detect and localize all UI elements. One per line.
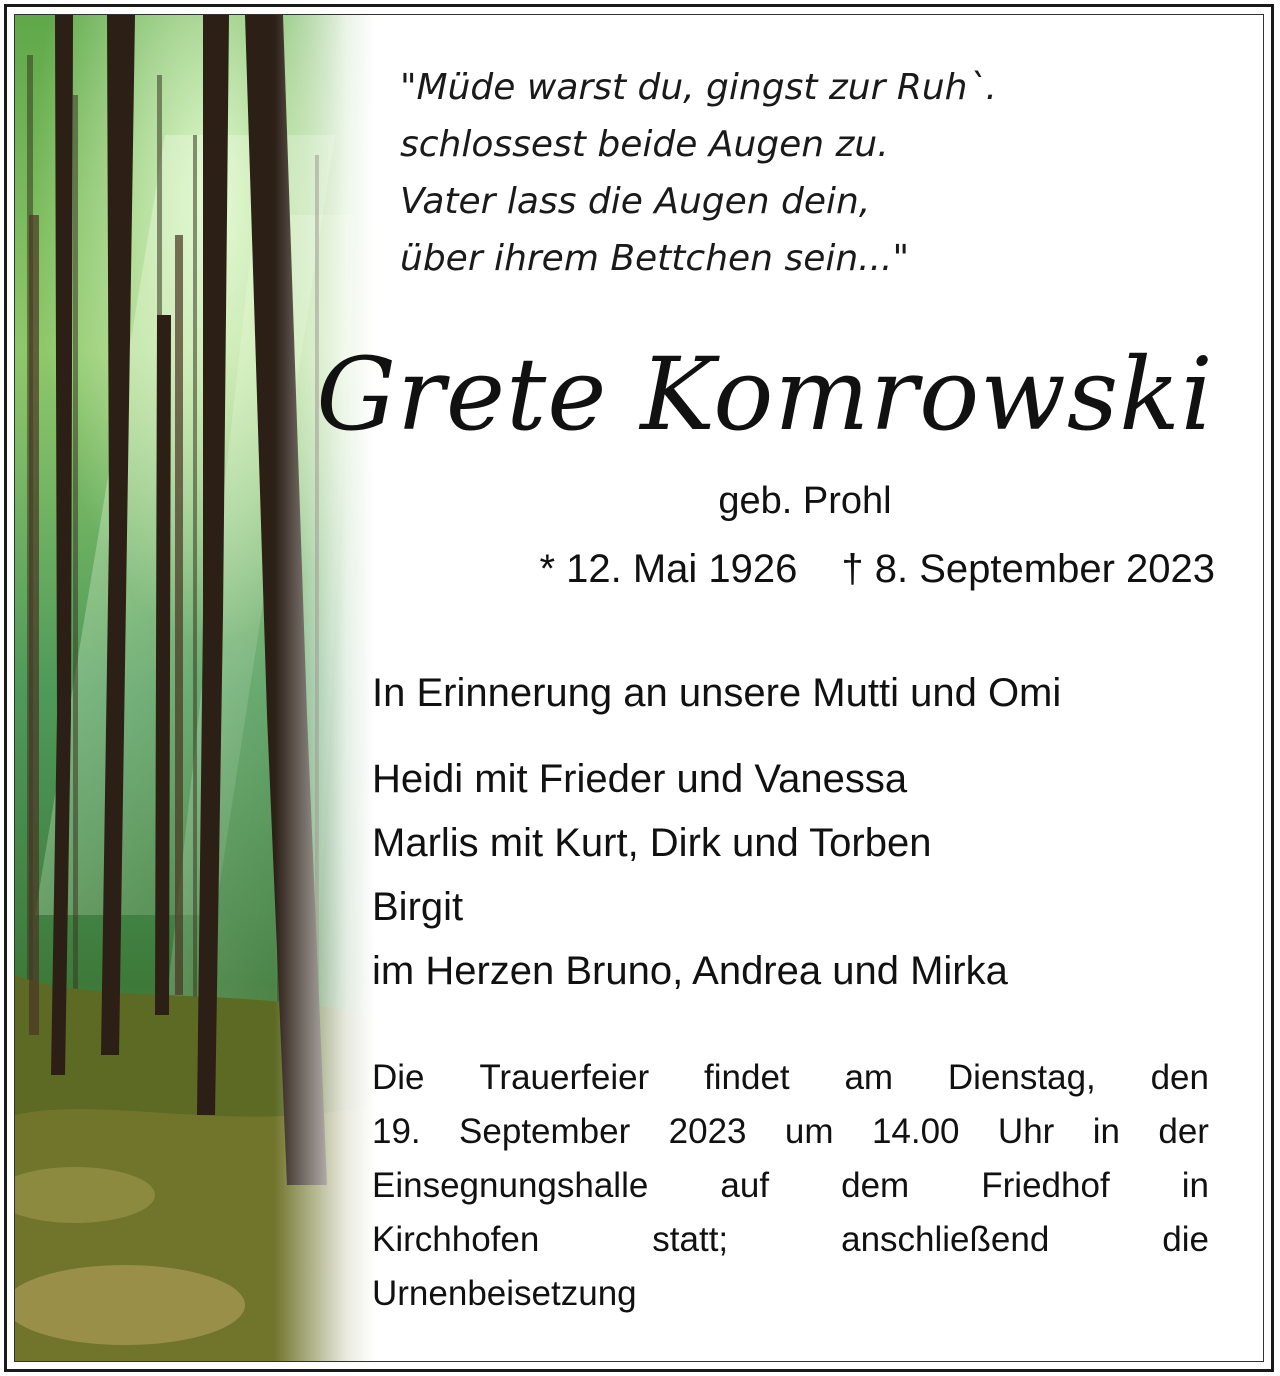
- family-member-line: Marlis mit Kurt, Dirk und Torben: [372, 821, 932, 865]
- service-word: Trauerfeier: [479, 1058, 650, 1097]
- deceased-name: Grete Komrowski: [316, 336, 1214, 453]
- service-word: in: [1181, 1166, 1209, 1205]
- family-member-line: Heidi mit Frieder und Vanessa: [372, 757, 908, 801]
- service-word: anschließend: [841, 1220, 1050, 1259]
- service-word: 14.00: [871, 1112, 960, 1151]
- poem-line: über ihrem Bettchen sein...": [400, 238, 910, 279]
- service-word: September: [459, 1112, 631, 1151]
- poem-line: Vater lass die Augen dein,: [400, 181, 871, 222]
- service-word: am: [844, 1058, 894, 1097]
- service-word: dem: [841, 1166, 910, 1205]
- family-member-line: Birgit: [372, 885, 464, 929]
- poem-line: schlossest beide Augen zu.: [400, 124, 889, 165]
- service-word: auf: [720, 1166, 770, 1205]
- service-word: um: [784, 1112, 834, 1151]
- service-word: Die: [372, 1058, 425, 1097]
- service-announcement: [372, 1051, 1209, 1321]
- service-word: Friedhof: [981, 1166, 1110, 1205]
- life-dates: [395, 543, 1215, 595]
- service-word: Kirchhofen: [372, 1220, 540, 1259]
- birth-date: * 12. Mai 1926: [539, 547, 798, 591]
- service-word: 2023: [668, 1112, 747, 1151]
- maiden-name: geb. Prohl: [718, 480, 892, 522]
- poem-quote: [400, 59, 1200, 287]
- memory-line: In Erinnerung an unsere Mutti und Omi: [372, 671, 1062, 715]
- poem-line: "Müde warst du, gingst zur Ruh`.: [400, 67, 997, 108]
- service-line: [372, 1051, 1209, 1105]
- service-word: findet: [704, 1058, 790, 1097]
- service-word: Dienstag,: [947, 1058, 1096, 1097]
- service-line: Urnenbeisetzung: [372, 1274, 637, 1313]
- service-word: Uhr: [997, 1112, 1055, 1151]
- service-word: statt;: [652, 1220, 729, 1259]
- death-date: † 8. September 2023: [841, 547, 1215, 591]
- service-word: in: [1092, 1112, 1120, 1151]
- service-line: [372, 1159, 1209, 1213]
- service-line: [372, 1105, 1209, 1159]
- service-word: der: [1158, 1112, 1209, 1151]
- service-line: [372, 1213, 1209, 1267]
- family-member-line: im Herzen Bruno, Andrea und Mirka: [372, 949, 1008, 993]
- service-word: 19.: [372, 1112, 421, 1151]
- family-list: [372, 747, 1222, 1003]
- notice-panel: [14, 14, 1264, 1362]
- service-word: die: [1162, 1220, 1209, 1259]
- service-word: den: [1150, 1058, 1209, 1097]
- service-word: Einsegnungshalle: [372, 1166, 649, 1205]
